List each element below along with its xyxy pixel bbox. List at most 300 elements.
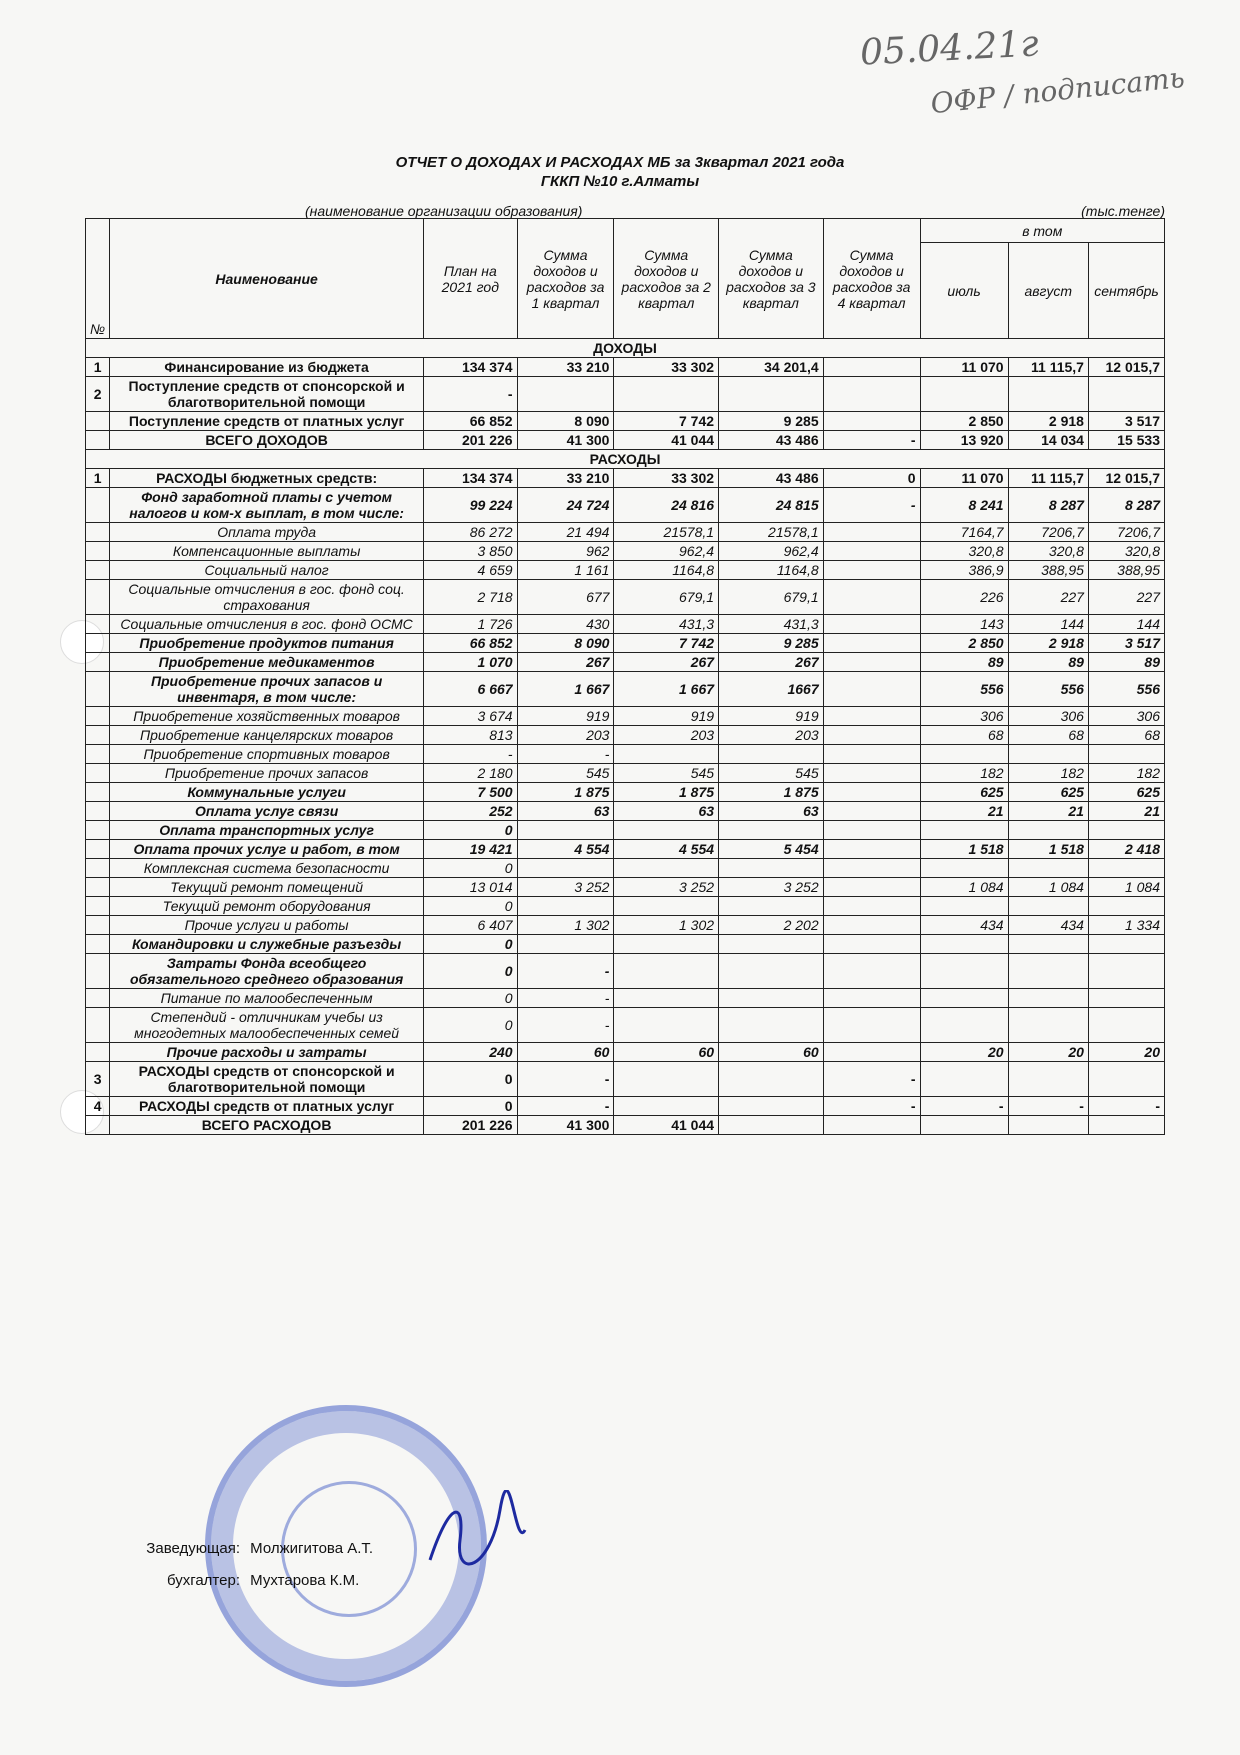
cell-plan: 134 374 [424, 469, 518, 488]
cell-plan: 3 674 [424, 707, 518, 726]
cell-m1: 8 241 [920, 488, 1008, 523]
cell-q3: 24 815 [719, 488, 824, 523]
cell-q4 [823, 580, 920, 615]
section-title: РАСХОДЫ [86, 450, 1165, 469]
table-row [86, 954, 1165, 989]
cell-q2 [614, 1008, 719, 1043]
cell-name: Оплата прочих услуг и работ, в том [110, 840, 424, 859]
cell-plan: 66 852 [424, 634, 518, 653]
cell-q3: 679,1 [719, 580, 824, 615]
cell-name: РАСХОДЫ средств от спонсорской и благотворительной помощи [110, 1062, 424, 1097]
cell-q4 [823, 615, 920, 634]
cell-no [86, 561, 110, 580]
cell-m1: 2 850 [920, 412, 1008, 431]
table-row [86, 412, 1165, 431]
table-row [86, 488, 1165, 523]
cell-q2: 679,1 [614, 580, 719, 615]
cell-q2: 7 742 [614, 412, 719, 431]
cell-m2 [1008, 1116, 1088, 1135]
cell-m2: 68 [1008, 726, 1088, 745]
cell-name: Приобретение хозяйственных товаров [110, 707, 424, 726]
cell-m1: 7164,7 [920, 523, 1008, 542]
cell-q4 [823, 726, 920, 745]
table-row [86, 764, 1165, 783]
cell-no [86, 821, 110, 840]
cell-q3: 9 285 [719, 634, 824, 653]
cell-q1: 677 [517, 580, 614, 615]
cell-q1: 8 090 [517, 634, 614, 653]
cell-m2: 20 [1008, 1043, 1088, 1062]
section-row [86, 339, 1165, 358]
cell-q4 [823, 745, 920, 764]
cell-q3: 60 [719, 1043, 824, 1062]
cell-q4 [823, 989, 920, 1008]
cell-q2 [614, 745, 719, 764]
cell-q2: 267 [614, 653, 719, 672]
cell-q2 [614, 859, 719, 878]
cell-q1: 919 [517, 707, 614, 726]
cell-q3 [719, 989, 824, 1008]
cell-m2 [1008, 935, 1088, 954]
cell-m2: 388,95 [1008, 561, 1088, 580]
cell-plan: 0 [424, 1097, 518, 1116]
cell-q1: 60 [517, 1043, 614, 1062]
cell-q2 [614, 1062, 719, 1097]
cell-q2: 63 [614, 802, 719, 821]
cell-m2: 1 084 [1008, 878, 1088, 897]
cell-q3 [719, 954, 824, 989]
cell-name: ВСЕГО РАСХОДОВ [110, 1116, 424, 1135]
cell-q2: 431,3 [614, 615, 719, 634]
cell-m2 [1008, 745, 1088, 764]
cell-m3: 625 [1088, 783, 1164, 802]
cell-m2: 2 918 [1008, 634, 1088, 653]
signature-director [120, 1540, 373, 1572]
cell-m3: 1 084 [1088, 878, 1164, 897]
table-row [86, 469, 1165, 488]
cell-m1: 21 [920, 802, 1008, 821]
table-row [86, 1097, 1165, 1116]
cell-name: Приобретение спортивных товаров [110, 745, 424, 764]
cell-q4 [823, 542, 920, 561]
table-row [86, 840, 1165, 859]
cell-q4 [823, 523, 920, 542]
cell-m1: 434 [920, 916, 1008, 935]
cell-q3 [719, 1116, 824, 1135]
cell-q3: 43 486 [719, 469, 824, 488]
signature-mark [420, 1490, 530, 1580]
cell-q2: 1 875 [614, 783, 719, 802]
cell-m3: 3 517 [1088, 634, 1164, 653]
cell-q1: 33 210 [517, 469, 614, 488]
table-row [86, 561, 1165, 580]
cell-q4 [823, 634, 920, 653]
cell-plan: 201 226 [424, 431, 518, 450]
signatures [120, 1540, 373, 1604]
cell-q1: 41 300 [517, 431, 614, 450]
cell-name: Питание по малообеспеченным [110, 989, 424, 1008]
cell-plan: 252 [424, 802, 518, 821]
cell-no [86, 745, 110, 764]
cell-m3 [1088, 821, 1164, 840]
table-row [86, 358, 1165, 377]
cell-m2 [1008, 859, 1088, 878]
table-row [86, 653, 1165, 672]
signature-accountant [120, 1572, 373, 1604]
cell-q4 [823, 412, 920, 431]
cell-q1: - [517, 989, 614, 1008]
cell-m3: 8 287 [1088, 488, 1164, 523]
cell-plan: 0 [424, 935, 518, 954]
cell-q4 [823, 707, 920, 726]
cell-no [86, 488, 110, 523]
col-m2: август [1008, 243, 1088, 339]
cell-q4 [823, 764, 920, 783]
cell-m1 [920, 989, 1008, 1008]
cell-m1: 386,9 [920, 561, 1008, 580]
cell-m3: 15 533 [1088, 431, 1164, 450]
cell-name: Приобретение медикаментов [110, 653, 424, 672]
cell-no [86, 1116, 110, 1135]
cell-no: 3 [86, 1062, 110, 1097]
cell-plan: 3 850 [424, 542, 518, 561]
cell-q3: 63 [719, 802, 824, 821]
cell-q1: 4 554 [517, 840, 614, 859]
cell-no [86, 859, 110, 878]
cell-no [86, 954, 110, 989]
cell-q1: 41 300 [517, 1116, 614, 1135]
cell-m2: 7206,7 [1008, 523, 1088, 542]
cell-q2: 60 [614, 1043, 719, 1062]
cell-plan: - [424, 377, 518, 412]
cell-q1 [517, 859, 614, 878]
cell-q4 [823, 859, 920, 878]
cell-name: ВСЕГО ДОХОДОВ [110, 431, 424, 450]
cell-m3: 388,95 [1088, 561, 1164, 580]
cell-name: РАСХОДЫ бюджетных средств: [110, 469, 424, 488]
cell-name: Поступление средств от спонсорской и благотворительной помощи [110, 377, 424, 412]
cell-q4 [823, 935, 920, 954]
cell-plan: 0 [424, 954, 518, 989]
cell-m1: 11 070 [920, 358, 1008, 377]
cell-m3 [1088, 377, 1164, 412]
cell-m3: 1 334 [1088, 916, 1164, 935]
cell-plan: 134 374 [424, 358, 518, 377]
cell-q2: 1164,8 [614, 561, 719, 580]
cell-no [86, 542, 110, 561]
cell-m3 [1088, 989, 1164, 1008]
cell-name: Коммунальные услуги [110, 783, 424, 802]
col-m1: июль [920, 243, 1008, 339]
cell-plan: 0 [424, 1062, 518, 1097]
cell-no [86, 726, 110, 745]
cell-m3: 227 [1088, 580, 1164, 615]
cell-plan: 0 [424, 1008, 518, 1043]
cell-m1 [920, 1062, 1008, 1097]
cell-q2: 1 667 [614, 672, 719, 707]
col-name: Наименование [110, 219, 424, 339]
cell-q4 [823, 377, 920, 412]
cell-q4 [823, 954, 920, 989]
cell-plan: 0 [424, 989, 518, 1008]
cell-q3 [719, 935, 824, 954]
cell-q1: 8 090 [517, 412, 614, 431]
cell-no [86, 840, 110, 859]
cell-m1: 625 [920, 783, 1008, 802]
cell-q2: 1 302 [614, 916, 719, 935]
cell-q1: 3 252 [517, 878, 614, 897]
cell-no [86, 1043, 110, 1062]
cell-m2: - [1008, 1097, 1088, 1116]
cell-q4: - [823, 1097, 920, 1116]
cell-q2: 21578,1 [614, 523, 719, 542]
cell-no [86, 580, 110, 615]
cell-m2: 434 [1008, 916, 1088, 935]
cell-q2 [614, 954, 719, 989]
cell-q3: 2 202 [719, 916, 824, 935]
cell-name: Компенсационные выплаты [110, 542, 424, 561]
cell-m2: 625 [1008, 783, 1088, 802]
col-q2: Сумма доходов и расходов за 2 квартал [614, 219, 719, 339]
cell-q1: - [517, 1097, 614, 1116]
cell-q4 [823, 672, 920, 707]
cell-q4 [823, 802, 920, 821]
table-row [86, 1116, 1165, 1135]
table-row [86, 745, 1165, 764]
cell-m2 [1008, 1062, 1088, 1097]
table-row [86, 1043, 1165, 1062]
table-row [86, 897, 1165, 916]
cell-q1: 1 667 [517, 672, 614, 707]
section-title: ДОХОДЫ [86, 339, 1165, 358]
cell-no [86, 615, 110, 634]
cell-m3: 320,8 [1088, 542, 1164, 561]
table-row [86, 821, 1165, 840]
col-q4: Сумма доходов и расходов за 4 квартал [823, 219, 920, 339]
signature-role: Заведующая: [146, 1540, 240, 1557]
cell-m3 [1088, 954, 1164, 989]
col-no: № [86, 219, 110, 339]
organization-name: ГККП №10 г.Алматы [540, 173, 700, 190]
cell-m1: 1 518 [920, 840, 1008, 859]
cell-m1 [920, 859, 1008, 878]
cell-no [86, 431, 110, 450]
cell-q1: 63 [517, 802, 614, 821]
cell-m2 [1008, 897, 1088, 916]
cell-m1 [920, 1008, 1008, 1043]
cell-q4 [823, 1008, 920, 1043]
table-row [86, 1008, 1165, 1043]
cell-name: Социальный налог [110, 561, 424, 580]
cell-no [86, 783, 110, 802]
cell-q3: 43 486 [719, 431, 824, 450]
cell-name: Командировки и служебные разъезды [110, 935, 424, 954]
cell-m1: 11 070 [920, 469, 1008, 488]
cell-q1: 24 724 [517, 488, 614, 523]
cell-name: Оплата услуг связи [110, 802, 424, 821]
table-row [86, 859, 1165, 878]
report-table [85, 218, 1165, 1135]
cell-m2 [1008, 954, 1088, 989]
cell-name: Финансирование из бюджета [110, 358, 424, 377]
cell-q1: - [517, 745, 614, 764]
cell-q1 [517, 935, 614, 954]
table-row [86, 672, 1165, 707]
cell-no [86, 935, 110, 954]
cell-no [86, 897, 110, 916]
cell-m2: 306 [1008, 707, 1088, 726]
cell-m2: 144 [1008, 615, 1088, 634]
cell-no [86, 916, 110, 935]
cell-q3 [719, 377, 824, 412]
cell-q4: - [823, 1062, 920, 1097]
cell-q3: 267 [719, 653, 824, 672]
cell-m1: 2 850 [920, 634, 1008, 653]
table-row [86, 878, 1165, 897]
report-title: ОТЧЕТ О ДОХОДАХ И РАСХОДАХ МБ за 3квартал 2021 года [395, 154, 845, 171]
cell-m3: 20 [1088, 1043, 1164, 1062]
cell-q1 [517, 821, 614, 840]
cell-q1: 21 494 [517, 523, 614, 542]
cell-q4: - [823, 488, 920, 523]
cell-m3 [1088, 897, 1164, 916]
cell-q3: 1164,8 [719, 561, 824, 580]
cell-m3: - [1088, 1097, 1164, 1116]
cell-q2 [614, 1097, 719, 1116]
cell-q4: - [823, 431, 920, 450]
cell-m1: 89 [920, 653, 1008, 672]
cell-m3: 12 015,7 [1088, 358, 1164, 377]
cell-q3: 5 454 [719, 840, 824, 859]
cell-m3 [1088, 1062, 1164, 1097]
cell-no [86, 764, 110, 783]
cell-no: 4 [86, 1097, 110, 1116]
cell-no [86, 878, 110, 897]
cell-m3: 3 517 [1088, 412, 1164, 431]
cell-plan: 13 014 [424, 878, 518, 897]
cell-m1 [920, 1116, 1008, 1135]
cell-m2: 21 [1008, 802, 1088, 821]
cell-plan: 0 [424, 897, 518, 916]
cell-plan: 99 224 [424, 488, 518, 523]
cell-m1: 320,8 [920, 542, 1008, 561]
cell-q2: 33 302 [614, 469, 719, 488]
table-row [86, 377, 1165, 412]
cell-m2 [1008, 1008, 1088, 1043]
cell-m3: 21 [1088, 802, 1164, 821]
cell-q1: 1 875 [517, 783, 614, 802]
col-plan: План на 2021 год [424, 219, 518, 339]
cell-name: Фонд заработной платы с учетом налогов и ком-х выплат, в том числе: [110, 488, 424, 523]
cell-plan: 6 667 [424, 672, 518, 707]
unit-label: (тыс.тенге) [1081, 203, 1165, 219]
cell-q3 [719, 1097, 824, 1116]
cell-m2: 2 918 [1008, 412, 1088, 431]
cell-plan: 4 659 [424, 561, 518, 580]
cell-q2: 545 [614, 764, 719, 783]
col-q1: Сумма доходов и расходов за 1 квартал [517, 219, 614, 339]
cell-q4 [823, 840, 920, 859]
cell-q4 [823, 916, 920, 935]
cell-m1 [920, 821, 1008, 840]
cell-q3 [719, 745, 824, 764]
table-row [86, 580, 1165, 615]
cell-m1 [920, 377, 1008, 412]
table-row [86, 1062, 1165, 1097]
cell-plan: 86 272 [424, 523, 518, 542]
signature-person: Молжигитова А.Т. [250, 1540, 374, 1557]
cell-q3 [719, 1062, 824, 1097]
cell-m2: 227 [1008, 580, 1088, 615]
signature-role: бухгалтер: [166, 1572, 240, 1589]
handwritten-date: 05.04.21г [859, 23, 1040, 74]
cell-q1: 203 [517, 726, 614, 745]
report-title-block [300, 153, 940, 191]
cell-m1: 68 [920, 726, 1008, 745]
cell-m1 [920, 954, 1008, 989]
cell-m1 [920, 935, 1008, 954]
cell-m2 [1008, 821, 1088, 840]
cell-no [86, 653, 110, 672]
cell-q2: 203 [614, 726, 719, 745]
cell-m2: 8 287 [1008, 488, 1088, 523]
cell-m2: 556 [1008, 672, 1088, 707]
cell-name: РАСХОДЫ средств от платных услуг [110, 1097, 424, 1116]
cell-m1: - [920, 1097, 1008, 1116]
signature-person: Мухтарова К.М. [250, 1572, 360, 1589]
table-row [86, 523, 1165, 542]
cell-q4 [823, 897, 920, 916]
cell-q1: - [517, 1008, 614, 1043]
table-row [86, 802, 1165, 821]
cell-q4 [823, 1043, 920, 1062]
cell-plan: 2 180 [424, 764, 518, 783]
cell-q1: 1 161 [517, 561, 614, 580]
table-row [86, 989, 1165, 1008]
cell-name: Комплексная система безопасности [110, 859, 424, 878]
cell-q4 [823, 821, 920, 840]
cell-no [86, 412, 110, 431]
cell-q2: 24 816 [614, 488, 719, 523]
cell-q3 [719, 821, 824, 840]
cell-plan: 813 [424, 726, 518, 745]
cell-q3: 919 [719, 707, 824, 726]
cell-q1: - [517, 1062, 614, 1097]
cell-q4 [823, 358, 920, 377]
cell-q2: 33 302 [614, 358, 719, 377]
cell-no [86, 707, 110, 726]
cell-q2 [614, 821, 719, 840]
cell-q2: 3 252 [614, 878, 719, 897]
cell-plan: 19 421 [424, 840, 518, 859]
table-row [86, 935, 1165, 954]
cell-m1: 1 084 [920, 878, 1008, 897]
cell-name: Социальные отчисления в гос. фонд ОСМС [110, 615, 424, 634]
table-row [86, 431, 1165, 450]
cell-m1: 306 [920, 707, 1008, 726]
cell-m3: 182 [1088, 764, 1164, 783]
col-incl: в том [920, 219, 1164, 243]
cell-q3 [719, 897, 824, 916]
cell-m3: 306 [1088, 707, 1164, 726]
cell-no: 2 [86, 377, 110, 412]
cell-m3 [1088, 745, 1164, 764]
cell-q4: 0 [823, 469, 920, 488]
cell-m2: 1 518 [1008, 840, 1088, 859]
cell-m1: 226 [920, 580, 1008, 615]
col-m3: сентябрь [1088, 243, 1164, 339]
report-body [86, 339, 1165, 1135]
